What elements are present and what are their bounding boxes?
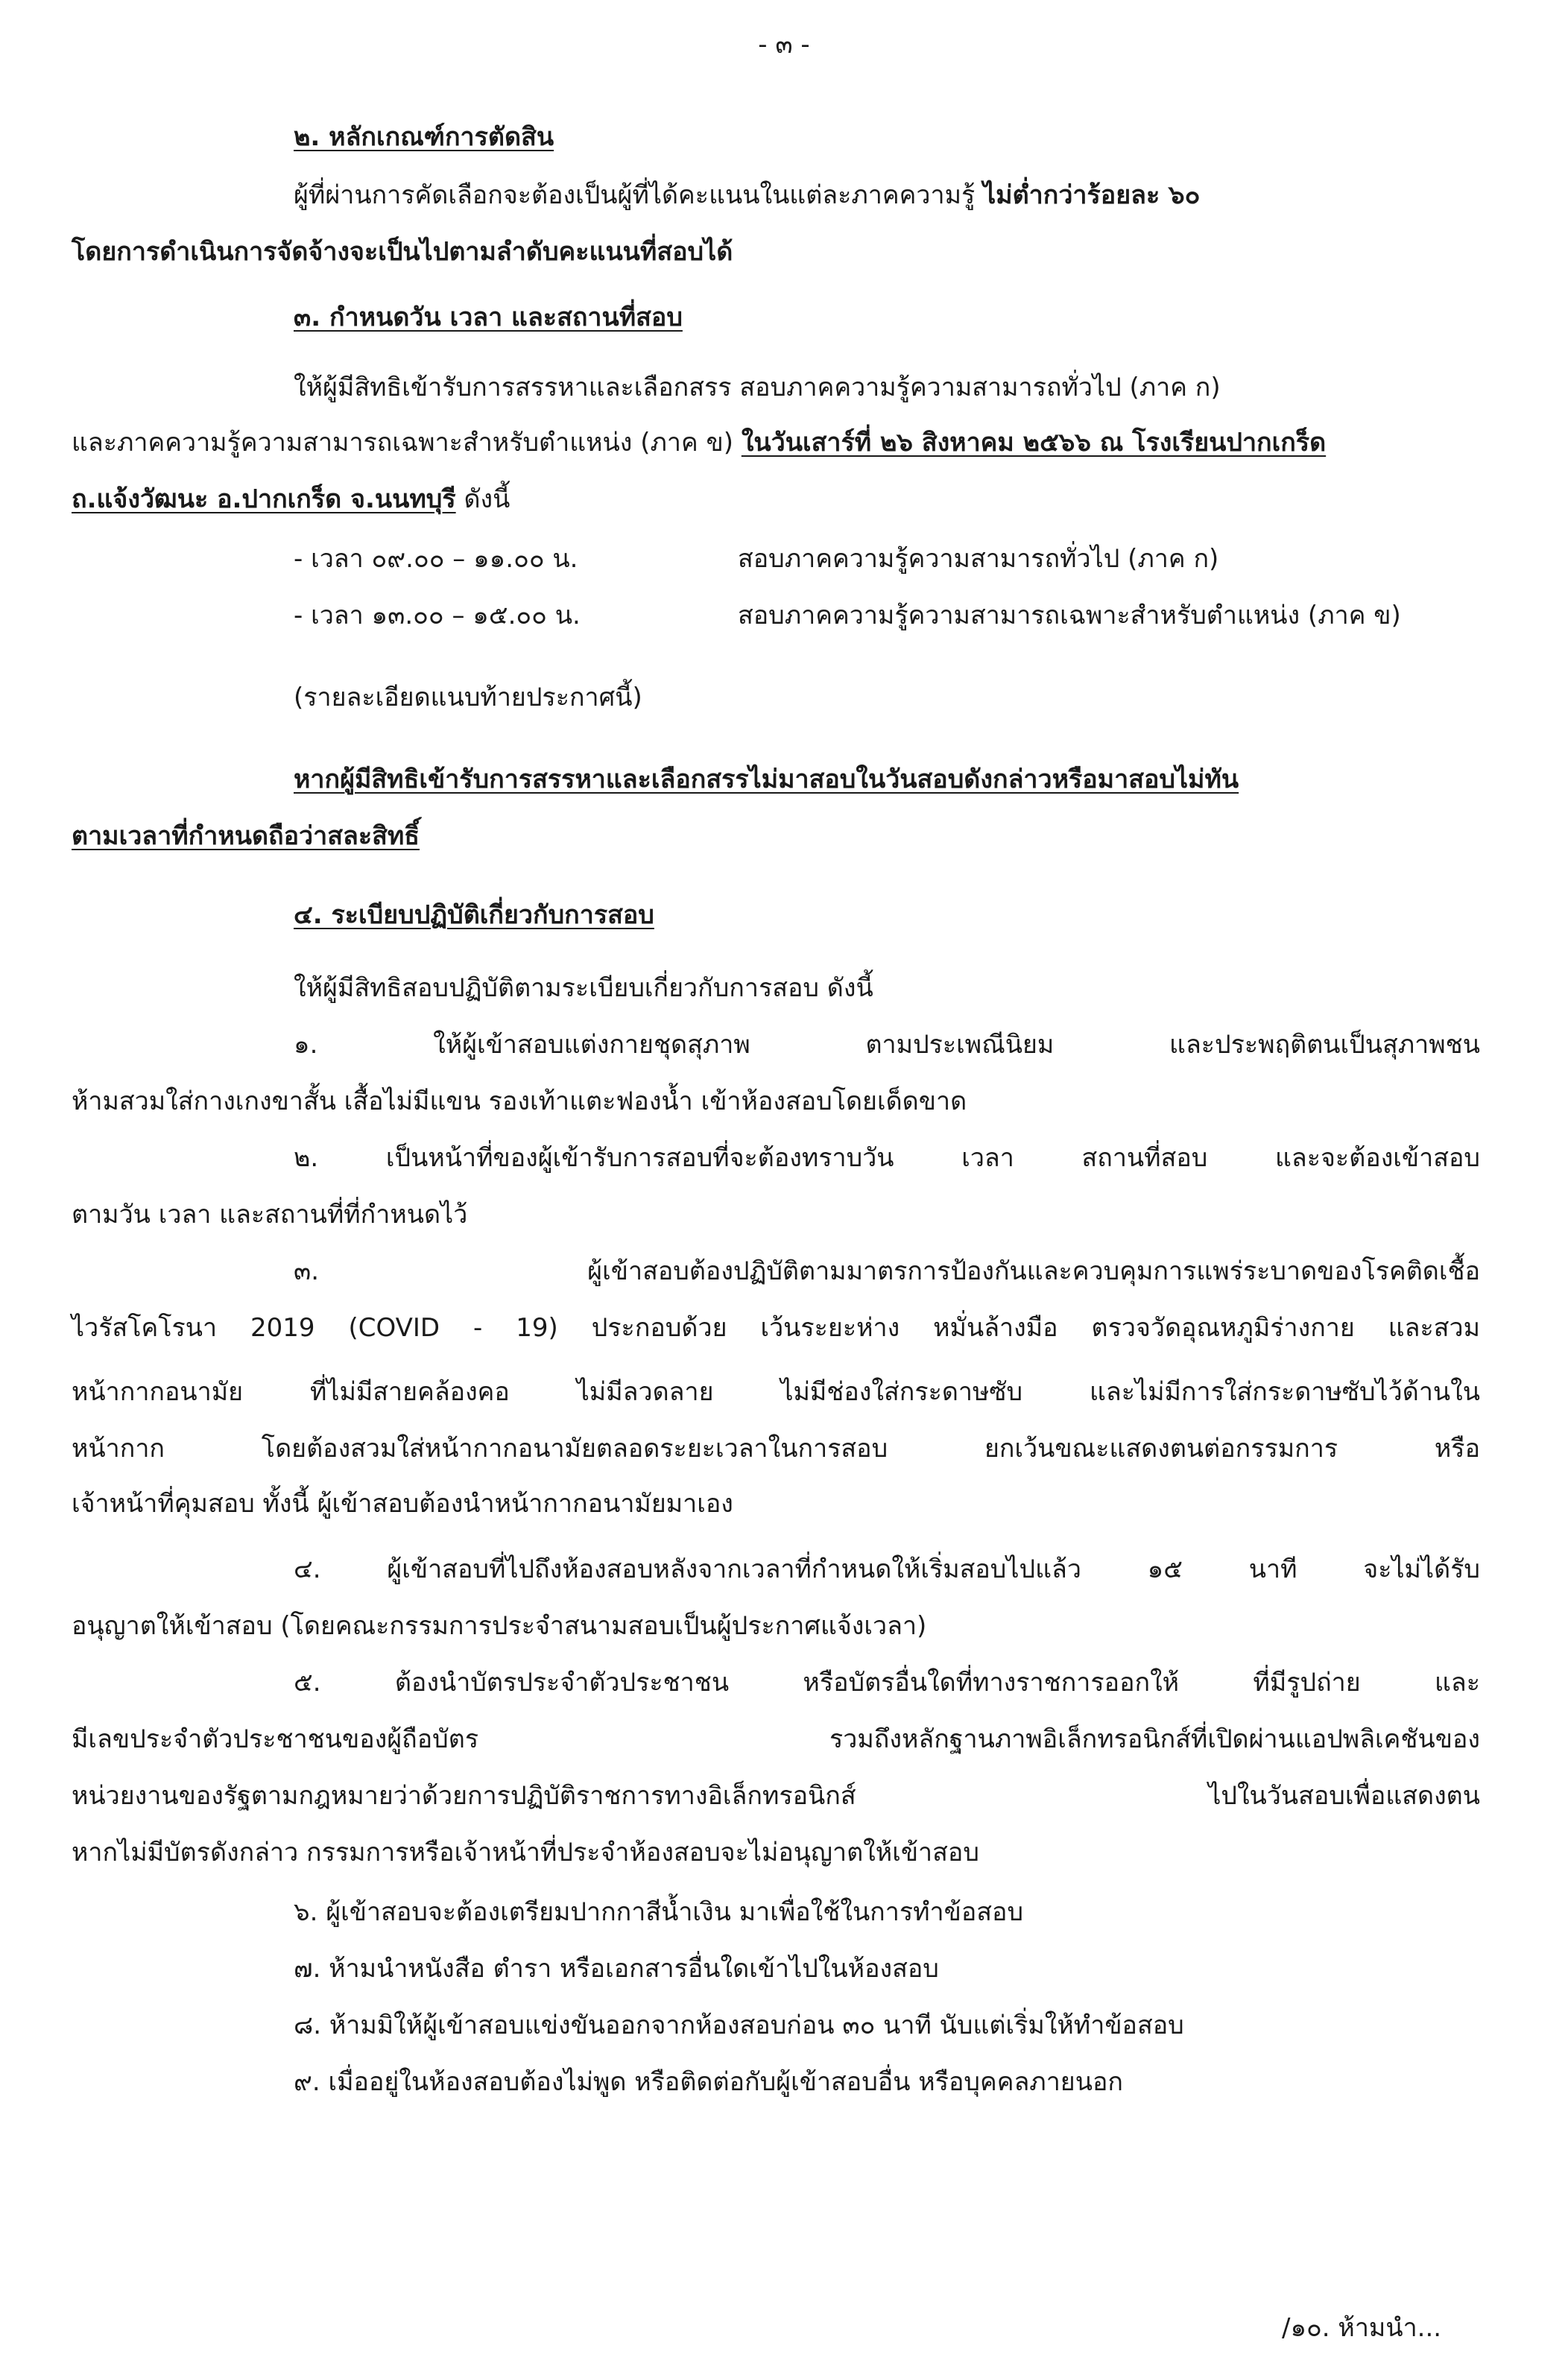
rule-2-line-2: ตามวัน เวลา และสถานที่ที่กำหนดไว้ bbox=[72, 1200, 468, 1230]
section-2-paragraph-line-1 bbox=[294, 177, 1200, 213]
rule-2-line-1: ๒. เป็นหน้าที่ของผู้เข้ารับการสอบที่จะต้องทราบวัน เวลา สถานที่สอบ และจะต้องเข้าสอบ bbox=[294, 1143, 1480, 1173]
forfeit-warning-line-1: หากผู้มีสิทธิเข้ารับการสรรหาและเลือกสรรไม่มาสอบในวันสอบดังกล่าวหรือมาสอบไม่ทัน bbox=[294, 765, 1239, 794]
section-2-text: ผู้ที่ผ่านการคัดเลือกจะต้องเป็นผู้ที่ได้คะแนนในแต่ละภาคความรู้ bbox=[294, 180, 984, 210]
exam-date-venue: ในวันเสาร์ที่ ๒๖ สิงหาคม ๒๕๖๖ ณ โรงเรียนปากเกร็ด bbox=[741, 428, 1327, 458]
rule-5-line-3: หน่วยงานของรัฐตามกฎหมายว่าด้วยการปฏิบัติราชการทางอิเล็กทรอนิกส์ ไปในวันสอบเพื่อแสดงตน bbox=[72, 1781, 1480, 1811]
rule-5-line-2: มีเลขประจำตัวประชาชนของผู้ถือบัตร รวมถึงหลักฐานภาพอิเล็กทรอนิกส์ที่เปิดผ่านแอปพลิเคชันของ bbox=[72, 1724, 1480, 1754]
rule-4-line-2: อนุญาตให้เข้าสอบ (โดยคณะกรรมการประจำสนามสอบเป็นผู้ประกาศแจ้งเวลา) bbox=[72, 1611, 927, 1641]
rule-3-line-4: หน้ากาก โดยต้องสวมใส่หน้ากากอนามัยตลอดระยะเวลาในการสอบ ยกเว้นขณะแสดงตนต่อกรรมการ หรือ bbox=[72, 1434, 1480, 1464]
section-3-line-2 bbox=[72, 425, 1326, 461]
rule-3-line-2: ไวรัสโคโรนา 2019 (COVID - 19) ประกอบด้วย เว้นระยะห่าง หมั่นล้างมือ ตรวจวัดอุณหภูมิร่างกาย และสวม bbox=[72, 1313, 1480, 1343]
section-3-heading: ๓. กำหนดวัน เวลา และสถานที่สอบ bbox=[294, 303, 683, 332]
section-4-heading: ๔. ระเบียบปฏิบัติเกี่ยวกับการสอบ bbox=[294, 900, 654, 930]
rule-9: ๙. เมื่ออยู่ในห้องสอบต้องไม่พูด หรือติดต่อกับผู้เข้าสอบอื่น หรือบุคคลภายนอก bbox=[294, 2067, 1123, 2097]
section-4-intro: ให้ผู้มีสิทธิสอบปฏิบัติตามระเบียบเกี่ยวกับการสอบ ดังนี้ bbox=[294, 973, 873, 1003]
schedule-time-2: - เวลา ๑๓.๐๐ – ๑๕.๐๐ น. bbox=[294, 601, 581, 630]
schedule-desc-1: สอบภาคความรู้ความสามารถทั่วไป (ภาค ก) bbox=[738, 544, 1219, 574]
continuation-marker: /๑๐. ห้ามนำ... bbox=[1282, 2313, 1442, 2343]
rule-1-line-2: ห้ามสวมใส่กางเกงขาสั้น เสื้อไม่มีแขน รองเท้าแตะฟองน้ำ เข้าห้องสอบโดยเด็ดขาด bbox=[72, 1086, 967, 1116]
page-number: - ๓ - bbox=[758, 30, 810, 60]
exam-address: ถ.แจ้งวัฒนะ อ.ปากเกร็ด จ.นนทบุรี bbox=[72, 484, 456, 514]
rule-5-line-1: ๕. ต้องนำบัตรประจำตัวประชาชน หรือบัตรอื่นใดที่ทางราชการออกให้ ที่มีรูปถ่าย และ bbox=[294, 1668, 1480, 1698]
rule-3-line-1: ๓. ผู้เข้าสอบต้องปฏิบัติตามมาตรการป้องกันและควบคุมการแพร่ระบาดของโรคติดเชื้อ bbox=[294, 1256, 1480, 1286]
schedule-time-1: - เวลา ๐๙.๐๐ – ๑๑.๐๐ น. bbox=[294, 544, 578, 574]
section-3-line-1: ให้ผู้มีสิทธิเข้ารับการสรรหาและเลือกสรร สอบภาคความรู้ความสามารถทั่วไป (ภาค ก) bbox=[294, 373, 1221, 402]
section-3-text-end: ดังนี้ bbox=[455, 484, 510, 514]
section-2-heading: ๒. หลักเกณฑ์การตัดสิน bbox=[294, 122, 554, 152]
attachment-note: (รายละเอียดแนบท้ายประกาศนี้) bbox=[294, 683, 642, 712]
rule-7: ๗. ห้ามนำหนังสือ ตำรา หรือเอกสารอื่นใดเข้าไปในห้องสอบ bbox=[294, 1954, 939, 1984]
forfeit-warning-line-2: ตามเวลาที่กำหนดถือว่าสละสิทธิ์ bbox=[72, 821, 420, 851]
section-2-paragraph-line-2: โดยการดำเนินการจัดจ้างจะเป็นไปตามลำดับคะแนนที่สอบได้ bbox=[72, 237, 733, 267]
section-3-text: และภาคความรู้ความสามารถเฉพาะสำหรับตำแหน่ง (ภาค ข) bbox=[72, 428, 742, 458]
rule-6: ๖. ผู้เข้าสอบจะต้องเตรียมปากกาสีน้ำเงิน มาเพื่อใช้ในการทำข้อสอบ bbox=[294, 1897, 1024, 1927]
section-3-line-3 bbox=[72, 481, 510, 517]
rule-5-line-4: หากไม่มีบัตรดังกล่าว กรรมการหรือเจ้าหน้าที่ประจำห้องสอบจะไม่อนุญาตให้เข้าสอบ bbox=[72, 1838, 979, 1867]
rule-1-line-1: ๑. ให้ผู้เข้าสอบแต่งกายชุดสุภาพ ตามประเพณีนิยม และประพฤติตนเป็นสุภาพชน bbox=[294, 1030, 1480, 1060]
rule-8: ๘. ห้ามมิให้ผู้เข้าสอบแข่งขันออกจากห้องสอบก่อน ๓๐ นาที นับแต่เริ่มให้ทำข้อสอบ bbox=[294, 2011, 1184, 2040]
section-2-passing-score: ไม่ต่ำกว่าร้อยละ ๖๐ bbox=[983, 180, 1201, 210]
schedule-desc-2: สอบภาคความรู้ความสามารถเฉพาะสำหรับตำแหน่ง (ภาค ข) bbox=[738, 601, 1401, 630]
rule-3-line-3: หน้ากากอนามัย ที่ไม่มีสายคล้องคอ ไม่มีลวดลาย ไม่มีช่องใส่กระดาษซับ และไม่มีการใส่กระดาษซับไว้ด้านใน bbox=[72, 1377, 1480, 1407]
rule-3-line-5: เจ้าหน้าที่คุมสอบ ทั้งนี้ ผู้เข้าสอบต้องนำหน้ากากอนามัยมาเอง bbox=[72, 1489, 733, 1519]
rule-4-line-1: ๔. ผู้เข้าสอบที่ไปถึงห้องสอบหลังจากเวลาที่กำหนดให้เริ่มสอบไปแล้ว ๑๕ นาที จะไม่ได้รับ bbox=[294, 1554, 1480, 1584]
